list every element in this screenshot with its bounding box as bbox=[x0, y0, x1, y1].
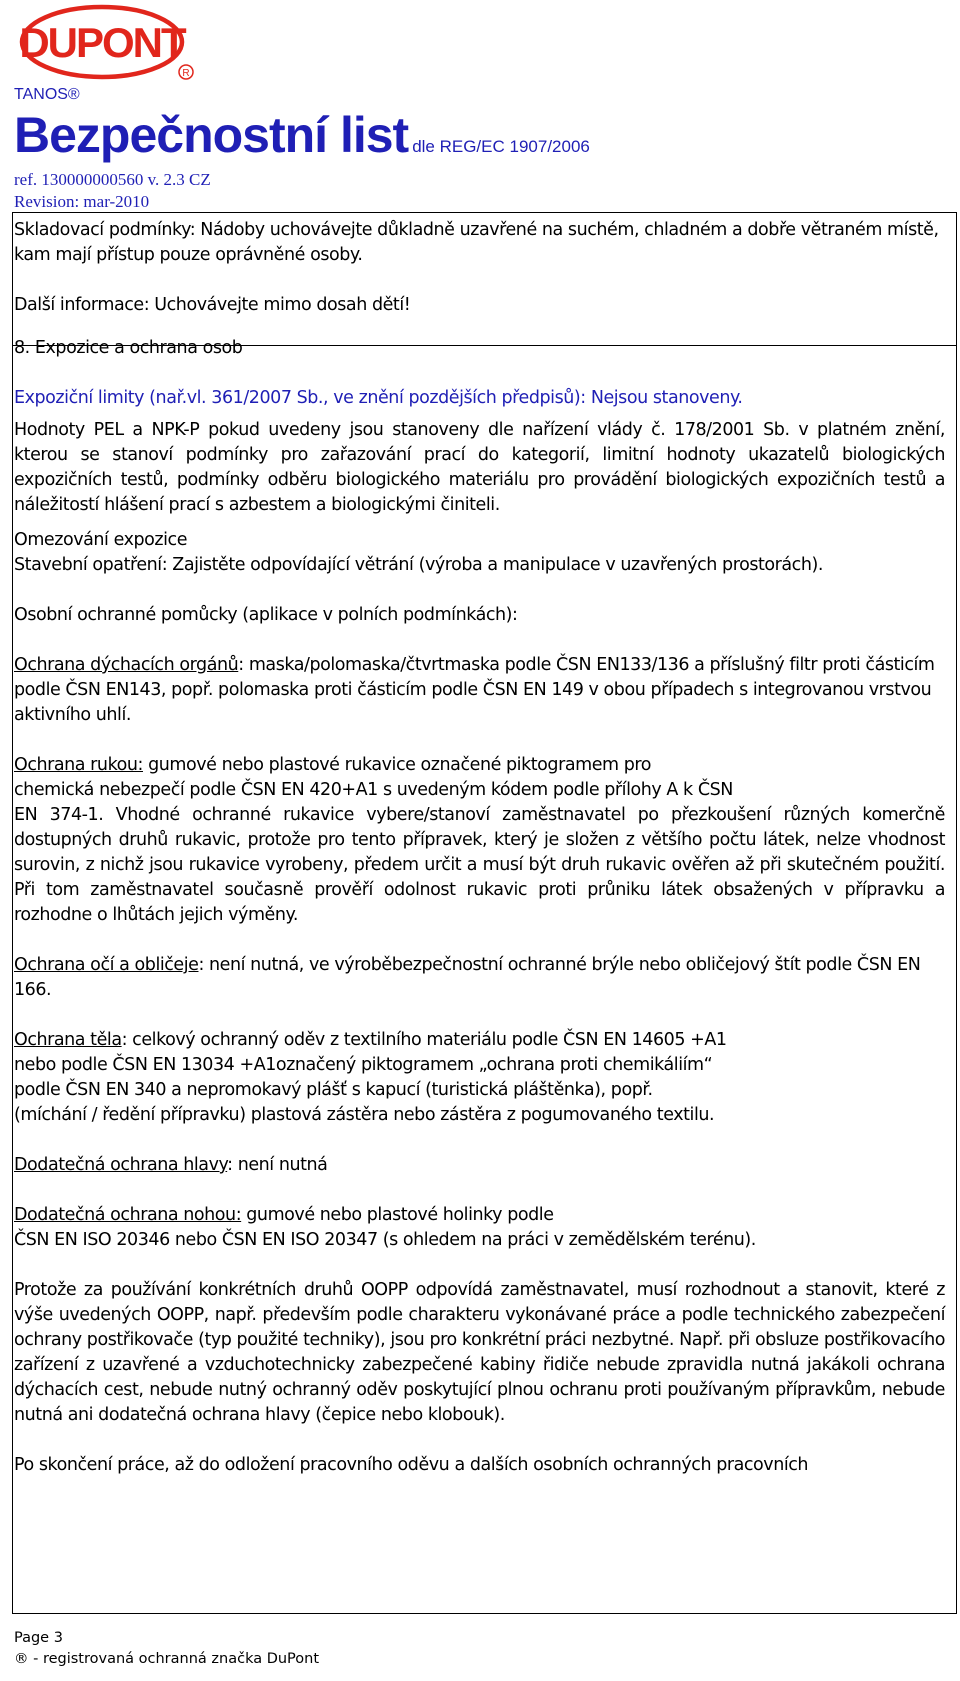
page-footer bbox=[14, 1628, 319, 1670]
exposure-control-heading: Omezování expozice bbox=[14, 530, 188, 550]
feet-text-2: ČSN EN ISO 20346 nebo ČSN EN ISO 20347 (s ohledem na práci v zemědělském terénu). bbox=[14, 1230, 756, 1250]
engineering-measures: Stavební opatření: Zajistěte odpovídající větrání (výroba a manipulace v uzavřených prostorách). bbox=[14, 555, 823, 575]
feet-protection bbox=[14, 1203, 945, 1253]
document-title-row bbox=[14, 106, 590, 164]
hand-text-2: chemická nebezpečí podle ČSN EN 420+A1 s uvedeným kódem podle přílohy A k ČSN bbox=[14, 780, 733, 800]
body-protection bbox=[14, 1028, 945, 1128]
body-text-2: nebo podle ČSN EN 13034 +A1označený piktogramem „ochrana proti chemikáliím“ bbox=[14, 1055, 713, 1075]
eye-protection bbox=[14, 953, 945, 1003]
body-text-4: (míchání / ředění přípravku) plastová zástěra nebo zástěra z pogumovaného textilu. bbox=[14, 1105, 715, 1125]
trademark-note: ® - registrovaná ochranná značka DuPont bbox=[14, 1651, 320, 1667]
ppe-heading: Osobní ochranné pomůcky (aplikace v polních podmínkách): bbox=[14, 605, 518, 625]
product-name: TANOS® bbox=[14, 86, 80, 103]
hand-label: Ochrana rukou: bbox=[14, 755, 143, 775]
pel-text: Hodnoty PEL a NPK-P pokud uvedeny jsou stanoveny dle nařízení vlády č. 178/2001 Sb. v platném znění, kterou se stanoví podmínky pro zařazování prací do kategorií, limitní hodnoty ukazatelů biologických expozičních testů, podmínky odběru biologického materiálu pro provádění biologických expozičních testů a náležitostí hlášení prací s azbestem a biologickými činiteli. bbox=[14, 420, 945, 515]
respiratory-text: : maska/polomaska/čtvrtmaska podle ČSN EN133/136 a příslušný filtr proti částicím podle ČSN EN143, popř. polomaska proti částicím podle ČSN EN 149 v obou případech s integrovanou vrstvou aktivního uhlí. bbox=[14, 655, 935, 725]
body-label: Ochrana těla bbox=[14, 1030, 122, 1050]
revision-date: Revision: mar-2010 bbox=[14, 192, 150, 211]
employer-responsibility: Protože za používání konkrétních druhů OOPP odpovídá zaměstnavatel, musí rozhodnout a stanovit, které z výše uvedených OOPP, např. především podle charakteru vykonávané práce a podle technického zabezpečení ochrany postřikovače (typ použité techniky), jsou pro konkrétní práci nezbytné. Např. při obsluze postřikovacího zařízení z uzavřené a vzduchotechnicky zabezpečené kabiny řidiče nebude zpravidla nutná jakákoli ochrana dýchacích cest, nebude nutný ochranný oděv poskytující plnou ochranu proti používaným přípravkům, nebude nutná ani dodatečná ochrana hlavy (čepice nebo klobouk). bbox=[14, 1280, 945, 1425]
storage-conditions: Skladovací podmínky: Nádoby uchovávejte důkladně uzavřené na suchém, chladném a dobře větraném místě, kam mají přístup pouze oprávněné osoby. bbox=[14, 220, 939, 265]
logo-text: DUPONT bbox=[19, 19, 185, 66]
feet-label: Dodatečná ochrana nohou: bbox=[14, 1205, 242, 1225]
feet-text-1: gumové nebo plastové holinky podle bbox=[241, 1205, 554, 1225]
eye-label: Ochrana očí a obličeje bbox=[14, 955, 199, 975]
document-ref: ref. 130000000560 v. 2.3 CZ bbox=[14, 170, 211, 189]
body-text-3: podle ČSN EN 340 a nepromokavý plášť s kapucí (turistická pláštěnka), popř. bbox=[14, 1080, 653, 1100]
document-title: Bezpečnostní list bbox=[14, 107, 409, 163]
document-body bbox=[12, 212, 957, 1478]
head-text: : není nutná bbox=[227, 1155, 328, 1175]
page-number: Page 3 bbox=[14, 1630, 63, 1646]
respiratory-label: Ochrana dýchacích orgánů bbox=[14, 655, 239, 675]
head-label: Dodatečná ochrana hlavy bbox=[14, 1155, 228, 1175]
head-protection bbox=[14, 1153, 945, 1178]
regulation-ref: dle REG/EC 1907/2006 bbox=[412, 137, 590, 156]
respiratory-protection bbox=[14, 653, 945, 728]
hand-protection bbox=[14, 753, 945, 928]
storage-further-info: Další informace: Uchovávejte mimo dosah dětí! bbox=[14, 295, 411, 315]
hand-text-3: EN 374-1. Vhodné ochranné rukavice vybere/stanoví zaměstnavatel po přezkoušení různých komerčně dostupných druhů rukavic, protože pro tento přípravek, který je složen z většího počtu látek, nelze vhodnost surovin, z nichž jsou rukavice vyrobeny, předem určit a musí být druh rukavic ověřen až při skutečném použití. Při tom zaměstnavatel současně prověří odolnost rukavic proti průniku látek obsažených v přípravku a rozhodne o lhůtách jejich výměny. bbox=[14, 805, 945, 925]
body-text-1: : celkový ochranný oděv z textilního materiálu podle ČSN EN 14605 +A1 bbox=[121, 1030, 727, 1050]
eye-text: : není nutná, ve výroběbezpečnostní ochranné brýle nebo obličejový štít podle ČSN EN 166. bbox=[14, 955, 921, 1000]
dupont-logo bbox=[18, 4, 196, 84]
hand-text-1: gumové nebo plastové rukavice označené piktogramem pro bbox=[142, 755, 652, 775]
after-work-text: Po skončení práce, až do odložení pracovního oděvu a dalších osobních ochranných pracovních bbox=[14, 1455, 809, 1475]
registered-mark: R bbox=[182, 68, 190, 79]
exposure-limits: Expoziční limity (nař.vl. 361/2007 Sb., ve znění pozdějších předpisů): Nejsou stanoveny. bbox=[14, 388, 743, 408]
section-8-heading: 8. Expozice a ochrana osob bbox=[14, 338, 243, 358]
